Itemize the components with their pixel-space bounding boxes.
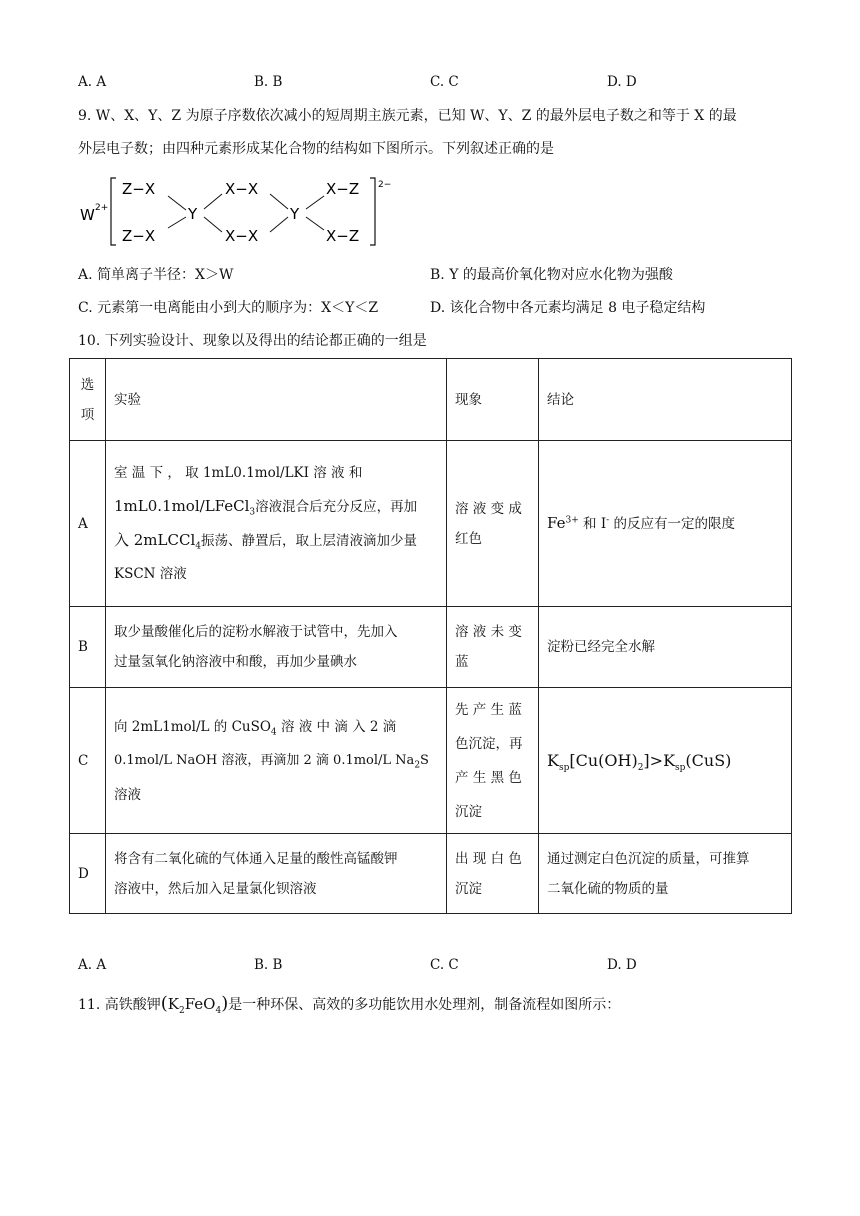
row-a-phenomenon: 溶 液 变 成 红色	[447, 441, 539, 607]
structure-cation-charge: 2+	[95, 203, 109, 213]
structure-ring-top: X−X	[225, 180, 259, 198]
bond-line	[270, 217, 288, 232]
q9-stem-line2: 外层电子数；由四种元素形成某化合物的结构如下图所示。下列叙述正确的是	[78, 141, 554, 157]
structure-ring-bottom: X−X	[225, 227, 259, 245]
header-option: 选 项	[70, 359, 106, 441]
structure-anion-charge: 2−	[378, 180, 392, 190]
header-experiment: 实验	[106, 359, 447, 441]
structure-bond-bottom-right: X−Z	[326, 227, 360, 245]
q11-stem: 11. 高铁酸钾$(K_2FeO_4)$是一种环保、高效的多功能饮用水处理剂，制备流程如图所示：	[78, 993, 621, 1016]
header-phenomenon: 现象	[447, 359, 539, 441]
row-c-conclusion: $K_{sp}[Cu(OH)_2]>K_{sp}(CuS)$	[539, 688, 792, 834]
table-row	[70, 441, 792, 607]
row-d-conclusion: 通过测定白色沉淀的质量，可推算 二氧化硫的物质的量	[539, 834, 792, 914]
row-c-phenomenon: 先 产 生 蓝 色沉淀，再 产 生 黑 色 沉淀	[447, 688, 539, 834]
q10-stem: 10. 下列实验设计、现象以及得出的结论都正确的一组是	[78, 333, 427, 349]
q8-option-a: A. A	[78, 74, 107, 90]
structure-center-left: Y	[188, 205, 198, 223]
right-bracket	[370, 178, 375, 245]
bond-line	[204, 194, 222, 209]
bond-line	[306, 217, 324, 230]
q10-option-c: C. C	[430, 957, 459, 973]
q9-option-a: A. 简单离子半径：X＞W	[78, 267, 234, 283]
q9-option-d: D. 该化合物中各元素均满足 8 电子稳定结构	[430, 300, 706, 316]
bond-line	[204, 217, 222, 232]
q9-option-b: B. Y 的最高价氧化物对应水化物为强酸	[430, 267, 673, 283]
row-c-experiment: 向 2mL1mol/L 的 CuSO$_4$ 溶 液 中 滴 入 2 滴 0.1mol/L NaOH 溶液，再滴加 2 滴 0.1mol/L $Na_2S$ 溶液	[106, 688, 447, 834]
structure-bond-top-left: Z−X	[122, 180, 156, 198]
row-a-experiment: 室 温 下 ， 取 1mL0.1mol/LKI 溶 液 和 1mL0.1mol/LFeCl$_3$溶液混合后充分反应，再加 入 2mLCCl$_4$振荡、静置后，取上层清液滴加少量 KSCN 溶液	[106, 441, 447, 607]
bond-line	[168, 217, 186, 228]
table-row	[70, 834, 792, 914]
left-bracket	[111, 178, 116, 245]
structure-cation: W	[80, 206, 95, 224]
row-d-phenomenon: 出 现 白 色 沉淀	[447, 834, 539, 914]
table-row	[70, 607, 792, 688]
q10-options	[78, 957, 778, 977]
table-row	[70, 688, 792, 834]
q9-structure-diagram	[76, 172, 406, 252]
row-d-experiment: 将含有二氧化硫的气体通入足量的酸性高锰酸钾 溶液中，然后加入足量氯化钡溶液	[106, 834, 447, 914]
bond-line	[168, 196, 186, 210]
structure-bond-bottom-left: Z−X	[122, 227, 156, 245]
bond-line	[306, 196, 324, 209]
q8-option-d: D. D	[607, 74, 637, 90]
table-header-row	[70, 359, 792, 441]
row-b-experiment: 取少量酸催化后的淀粉水解液于试管中，先加入 过量氢氧化钠溶液中和酸，再加少量碘水	[106, 607, 447, 688]
q9-option-c: C. 元素第一电离能由小到大的顺序为：X＜Y＜Z	[78, 300, 379, 316]
q8-option-b: B. B	[254, 74, 283, 90]
q8-options	[78, 74, 778, 94]
q9-stem-line1: 9. W、X、Y、Z 为原子序数依次减小的短周期主族元素，已知 W、Y、Z 的最外层电子数之和等于 X 的最	[78, 108, 737, 124]
q8-option-c: C. C	[430, 74, 459, 90]
structure-center-right: Y	[290, 205, 300, 223]
row-b-conclusion: 淀粉已经完全水解	[539, 607, 792, 688]
row-d-option: D	[70, 834, 106, 914]
q10-experiment-table	[69, 358, 792, 914]
row-a-option: A	[70, 441, 106, 607]
q10-option-a: A. A	[78, 957, 107, 973]
q10-option-b: B. B	[254, 957, 283, 973]
q10-option-d: D. D	[607, 957, 637, 973]
bond-line	[270, 194, 288, 209]
row-b-phenomenon: 溶 液 未 变 蓝	[447, 607, 539, 688]
row-b-option: B	[70, 607, 106, 688]
row-c-option: C	[70, 688, 106, 834]
header-conclusion: 结论	[539, 359, 792, 441]
row-a-conclusion: $Fe^{3+}$ 和 I- 的反应有一定的限度	[539, 441, 792, 607]
structure-bond-top-right: X−Z	[326, 180, 360, 198]
